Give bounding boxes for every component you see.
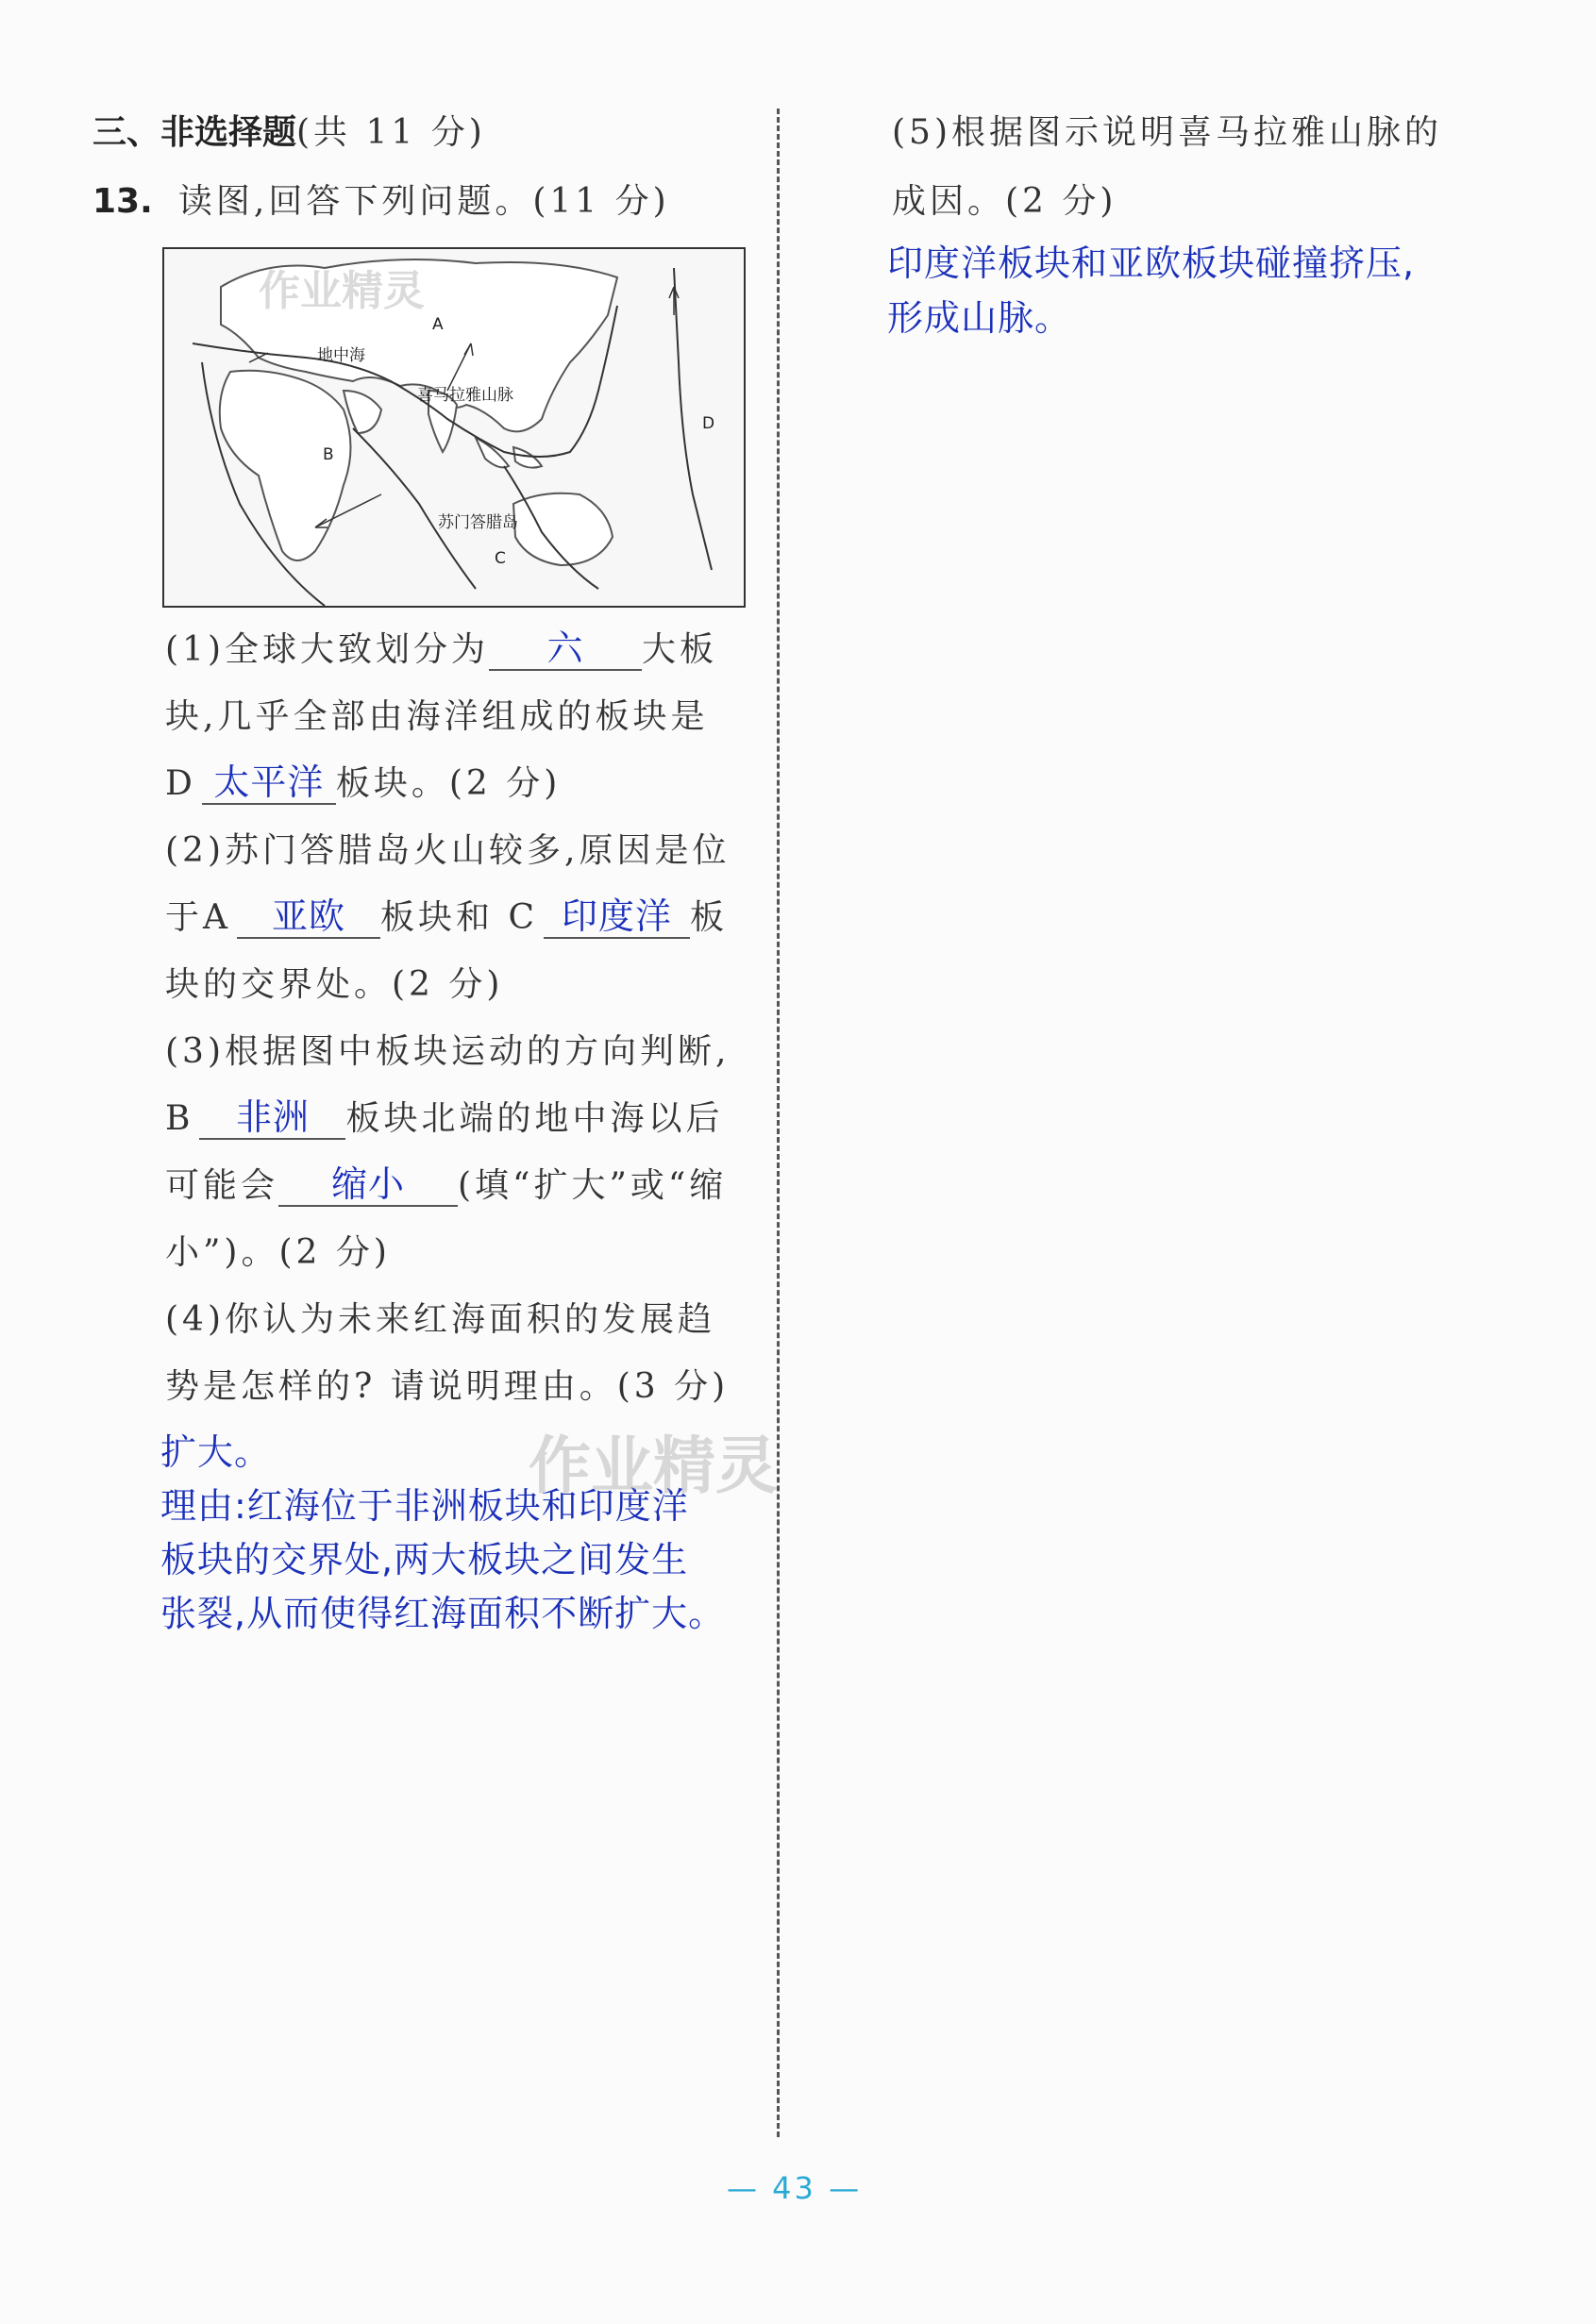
q2-line1: (2)苏门答腊岛火山较多,原因是位 [165,831,731,870]
q3-line3-post: (填“扩大”或“缩 [458,1166,728,1205]
q1-line3-post: 板块。(2 分) [335,764,562,803]
q4-answer-line1: 扩大。 [160,1431,272,1473]
map-label-himalaya: 喜马拉雅山脉 [417,386,513,405]
q2-line2-mid: 板块和 C [380,898,538,937]
q2-blank2 [544,897,690,939]
q5-line1: (5)根据图示说明喜马拉雅山脉的 [892,113,1442,152]
q1-answer2: 太平洋 [213,761,325,803]
q1-line3-pre: D [165,764,196,803]
q4-line2: 势是怎样的? 请说明理由。(3 分) [165,1367,730,1406]
map-watermark: 作业精灵 [259,267,425,315]
q2-line2-post: 板 [690,898,729,937]
answer-watermark: 作业精灵 [529,1430,778,1502]
q3-line3-pre: 可能会 [165,1166,279,1205]
q3-line2-pre: B [165,1099,194,1138]
q2-line2 [165,891,728,939]
section-points: (共 11 分) [296,113,486,152]
q3-line1: (3)根据图中板块运动的方向判断, [165,1032,731,1071]
q1-line1-post: 大板 [642,630,718,669]
q5-line2: 成因。(2 分) [892,182,1117,221]
page-number: — 43 — [727,2170,863,2206]
q2-answer2: 印度洋 [561,895,672,937]
question-header [92,175,670,223]
question-number: 13. [92,182,153,221]
q1-line1-pre: (1)全球大致划分为 [165,630,489,669]
column-divider [777,109,780,2137]
q1-line1 [165,623,717,671]
q3-answer1: 非洲 [235,1096,310,1138]
q3-blank1 [199,1098,345,1140]
q1-blank1 [489,629,642,671]
q1-blank2 [202,763,336,805]
q4-answer-line4: 张裂,从而使得红海面积不断扩大。 [160,1593,726,1634]
q4-answer-line3: 板块的交界处,两大板块之间发生 [160,1539,689,1580]
q4-answer-line2: 理由:红海位于非洲板块和印度洋 [160,1485,689,1527]
q1-answer1: 六 [546,627,584,669]
q3-line3 [165,1159,727,1207]
q3-line2 [165,1092,723,1140]
q2-blank1 [237,897,380,939]
map-label-plate-d: D [702,414,715,433]
q5-answer-line2: 形成山脉。 [887,297,1072,339]
map-label-mediterranean: 地中海 [317,346,365,365]
map-label-plate-b: B [323,445,334,464]
section-header [92,106,486,154]
question-prompt: 读图,回答下列问题。(11 分) [177,182,670,221]
q2-line2-pre: 于A [165,898,231,937]
q2-answer1: 亚欧 [271,895,345,937]
map-label-plate-c: C [495,549,506,568]
q1-line3 [165,757,561,805]
section-title: 三、非选择题 [92,113,297,152]
q3-line2-post: 板块北端的地中海以后 [345,1099,724,1138]
q3-answer2: 缩小 [331,1163,406,1205]
q2-line3: 块的交界处。(2 分) [165,965,504,1004]
q5-answer-line1: 印度洋板块和亚欧板块碰撞挤压, [887,242,1416,284]
map-label-sumatra: 苏门答腊岛 [438,513,518,532]
q3-line4: 小”)。(2 分) [165,1233,391,1272]
q1-line2: 块,几乎全部由海洋组成的板块是 [165,697,709,736]
map-label-plate-a: A [432,315,444,334]
world-map-outline [164,249,744,606]
q3-blank2 [278,1165,458,1207]
q4-line1: (4)你认为未来红海面积的发展趋 [165,1300,715,1339]
plate-tectonics-map [162,247,746,608]
